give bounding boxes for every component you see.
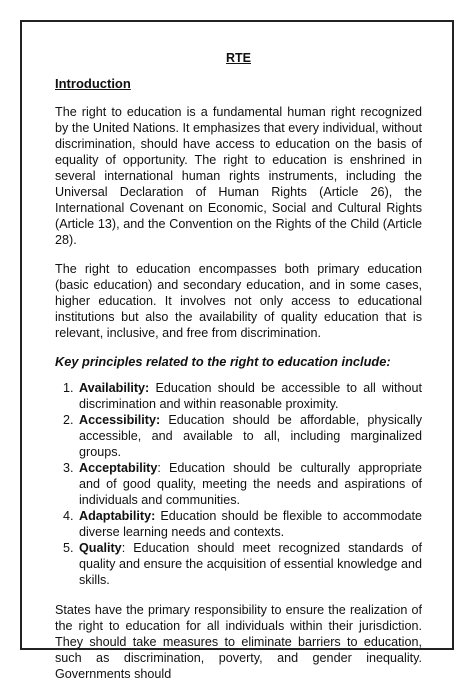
document-body [55,50,422,695]
principle-term: Adaptability: [79,509,156,523]
list-item [77,460,422,508]
list-item [77,412,422,460]
list-item [77,540,422,588]
principles-list [55,380,422,588]
document-title: RTE [226,51,251,65]
principle-term: Acceptability [79,461,158,475]
principle-text: Education should be accessible to all without discrimination and within reasonable proximity. [79,381,422,411]
list-item [77,508,422,540]
principle-text: : Education should be culturally appropriate and of good quality, meeting the needs and aspirations of individuals and communities. [79,461,422,507]
principle-term: Quality [79,541,122,555]
principles-heading: Key principles related to the right to education include: [55,354,391,369]
closing-paragraph: States have the primary responsibility to ensure the realization of the right to education for all individuals within their jurisdiction. They should take measures to eliminate barriers to education, such as discrimination, poverty, and gender inequality. Governments should [55,603,422,681]
principle-term: Availability: [79,381,150,395]
principle-text: : Education should meet recognized standards of quality and ensure the acquisition of essential knowledge and skills. [79,541,422,587]
section-heading: Introduction [55,76,131,91]
list-item [77,380,422,412]
paragraph-1: The right to education is a fundamental human right recognized by the United Nations. It emphasizes that every individual, without discrimination, should have access to education on the basis of equality of opportunity. The right to education is enshrined in several international human rights instruments, including the Universal Declaration of Human Rights (Article 26), the International Covenant on Economic, Social and Cultural Rights (Article 13), and the Convention on the Rights of the Child (Article 28). [55,105,422,247]
paragraph-2: The right to education encompasses both primary education (basic education) and secondary education, and in some cases, higher education. It involves not only access to educational institutions but also the availability of quality education that is relevant, inclusive, and free from discrimination. [55,262,422,340]
principle-text: Education should be flexible to accommodate diverse learning needs and contexts. [79,509,422,539]
principle-text: Education should be affordable, physically accessible, and available to all, including marginalized groups. [79,413,422,459]
principle-term: Accessibility: [79,413,161,427]
